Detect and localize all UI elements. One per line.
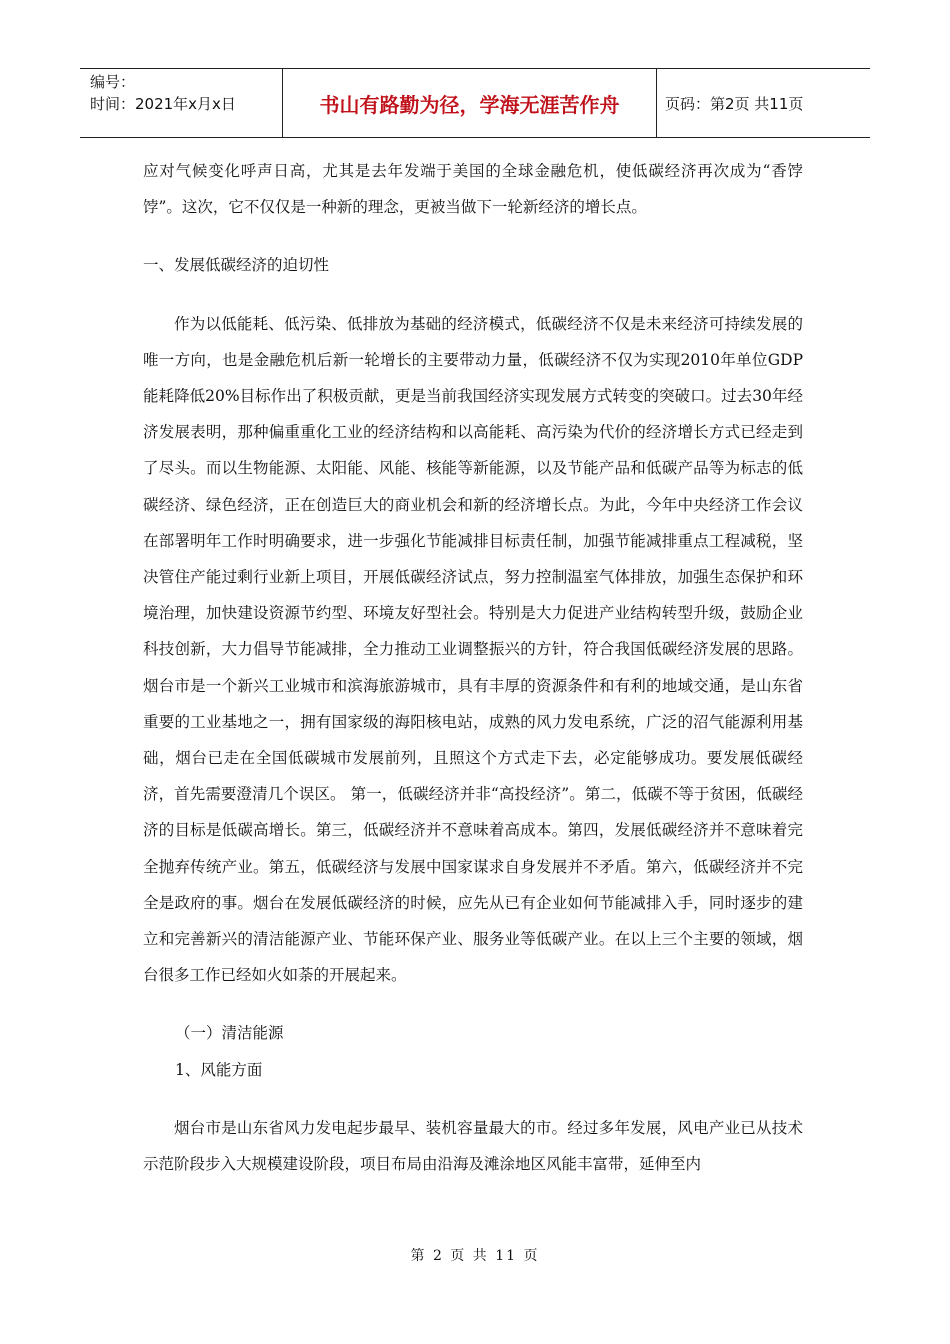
page-footer: 第 2 页 共 11 页 [410,1248,540,1264]
header-page-info: 页码：第2页 共11页 [665,94,804,113]
doc-number-label: 编号： [90,73,136,91]
item-heading: 1、风能方面 [175,1060,263,1079]
section-heading: 一、发展低碳经济的迫切性 [143,256,330,275]
intro-paragraph: 应对气候变化呼声日高，尤其是去年发端于美国的全球金融危机，使低碳经济再次成为“香饽饽”。这次，它不仅仅是一种新的理念，更被当做下一轮新经济的增长点。 [143,162,803,217]
header-meta [80,69,283,137]
document-body [143,153,803,1182]
header-motto: 书山有路勤为径，学海无涯苦作舟 [283,69,657,137]
item-paragraph: 烟台市是山东省风力发电起步最早、装机容量最大的市。经过多年发展，风电产业已从技术示范阶段步入大规模建设阶段，项目布局由沿海及滩涂地区风能丰富带，延伸至内 [143,1118,803,1174]
doc-time-label: 时间：2021年x月x日 [90,95,236,113]
section-paragraph: 作为以低能耗、低污染、低排放为基础的经济模式，低碳经济不仅是未来经济可持续发展的唯一方向，也是金融危机后新一轮增长的主要带动力量，低碳经济不仅为实现2010年单位GDP能耗降低20%目标作出了积极贡献，更是当前我国经济实现发展方式转变的突破口。过去30年经济发展表明，那种偏重重化工业的经济结构和以高能耗、高污染为代价的经济增长方式已经走到了尽头。而以生物能源、太阳能、风能、核能等新能源，以及节能产品和低碳产品等为标志的低碳经济、绿色经济，正在创造巨大的商业机会和新的经济增长点。为此，今年中央经济工作会议在部署明年工作时明确要求，进一步强化节能减排目标责任制，加强节能减排重点工程减税，坚决管住产能过剩行业新上项目，开展低碳经济试点，努力控制温室气体排放，加强生态保护和环境治理，加快建设资源节约型、环境友好型社会。特别是大力促进产业结构转型升级，鼓励企业科技创新，大力倡导节能减排，全力推动工业调整振兴的方针，符合我国低碳经济发展的思路。烟台市是一个新兴工业城市和滨海旅游城市，具有丰厚的资源条件和有利的地域交通，是山东省重要的工业基地之一，拥有国家级的海阳核电站，成熟的风力发电系统，广泛的沼气能源利用基础，烟台已走在全国低碳城市发展前列，且照这个方式走下去，必定能够成功。要发展低碳经济，首先需要澄清几个误区。 第一，低碳经济并非“高投经济”。第二，低碳不等于贫困，低碳经济的目标是低碳高增长。第三，低碳经济并不意味着高成本。第四，发展低碳经济并不意味着完全抛弃传统产业。第五，低碳经济与发展中国家谋求自身发展并不矛盾。第六，低碳经济并不完全是政府的事。烟台在发展低碳经济的时候，应先从已有企业如何节能减排入手，同时逐步的建立和完善新兴的清洁能源产业、节能环保产业、服务业等低碳产业。在以上三个主要的领域，烟台很多工作已经如火如荼的开展起来。 [143,314,803,985]
page-header [80,68,870,138]
subsection-heading: （一）清洁能源 [175,1024,284,1043]
